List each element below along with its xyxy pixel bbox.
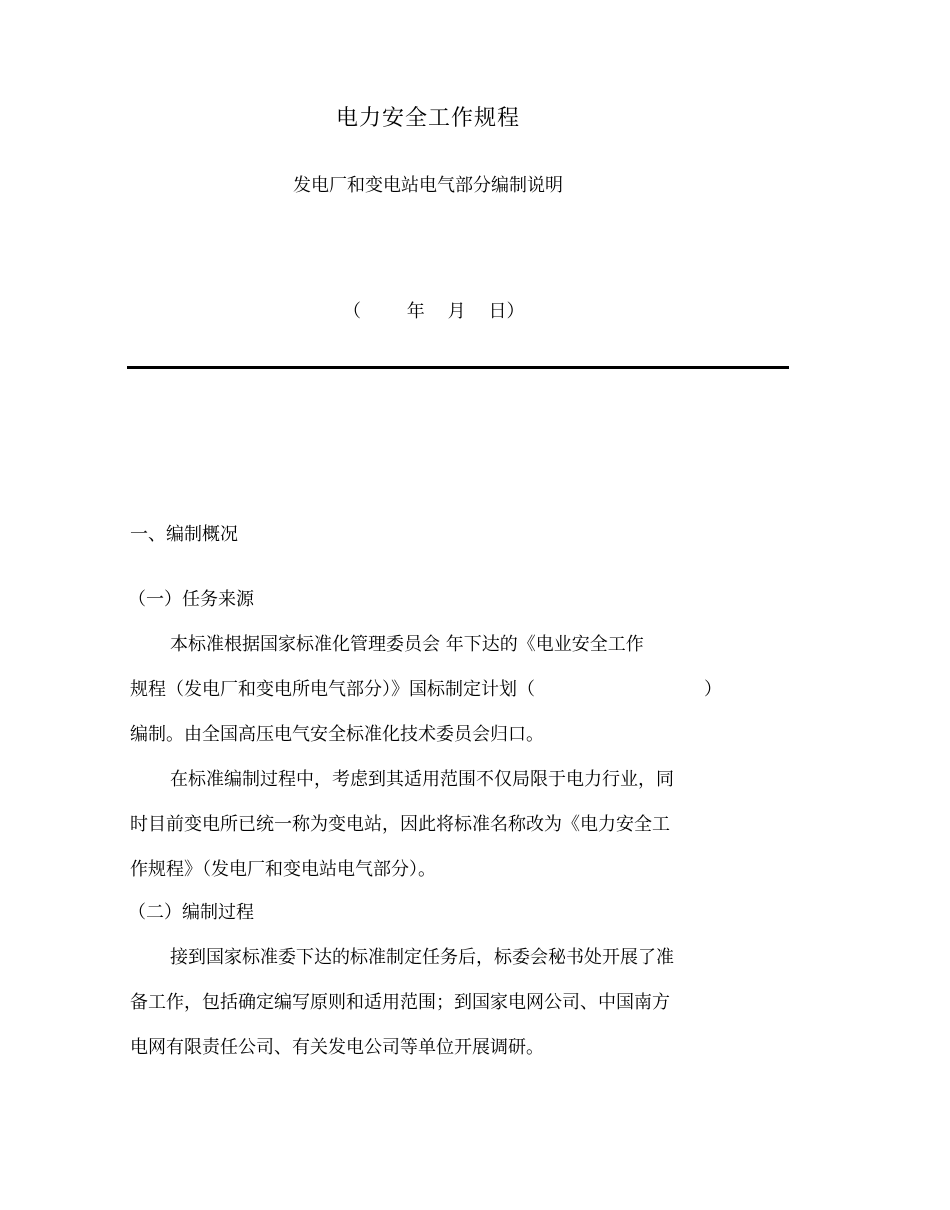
paragraph-line: 时目前变电所已统一称为变电站，因此将标准名称改为《电力安全工 [130, 814, 670, 835]
paragraph-line: 编制。由全国高压电气安全标准化技术委员会归口。 [130, 724, 544, 745]
paragraph-line: 本标准根据国家标准化管理委员会 年下达的《电业安全工作 [170, 634, 644, 655]
section-heading: 一、编制概况 [130, 524, 238, 545]
date-line: （ 年 月 日） [343, 301, 525, 322]
subsection-heading-source: （一）任务来源 [128, 589, 254, 610]
paragraph-text: 规程（发电厂和变电所电气部分）》国标制定计划（ [130, 679, 535, 700]
closing-paren: ） [704, 679, 722, 700]
paragraph-line: 电网有限责任公司、有关发电公司等单位开展调研。 [130, 1037, 544, 1058]
horizontal-rule [127, 366, 789, 369]
paragraph-line [130, 675, 730, 705]
paragraph-line: 接到国家标准委下达的标准制定任务后，标委会秘书处开展了准 [170, 947, 674, 968]
subsection-heading-process: （二）编制过程 [128, 902, 254, 923]
paragraph-line: 备工作，包括确定编写原则和适用范围；到国家电网公司、中国南方 [130, 992, 670, 1013]
document-title: 电力安全工作规程 [335, 106, 520, 131]
paragraph-line: 作规程》（发电厂和变电站电气部分）。 [130, 859, 436, 880]
document-subtitle: 发电厂和变电站电气部分编制说明 [293, 175, 563, 196]
paragraph-line: 在标准编制过程中，考虑到其适用范围不仅局限于电力行业，同 [170, 769, 674, 790]
